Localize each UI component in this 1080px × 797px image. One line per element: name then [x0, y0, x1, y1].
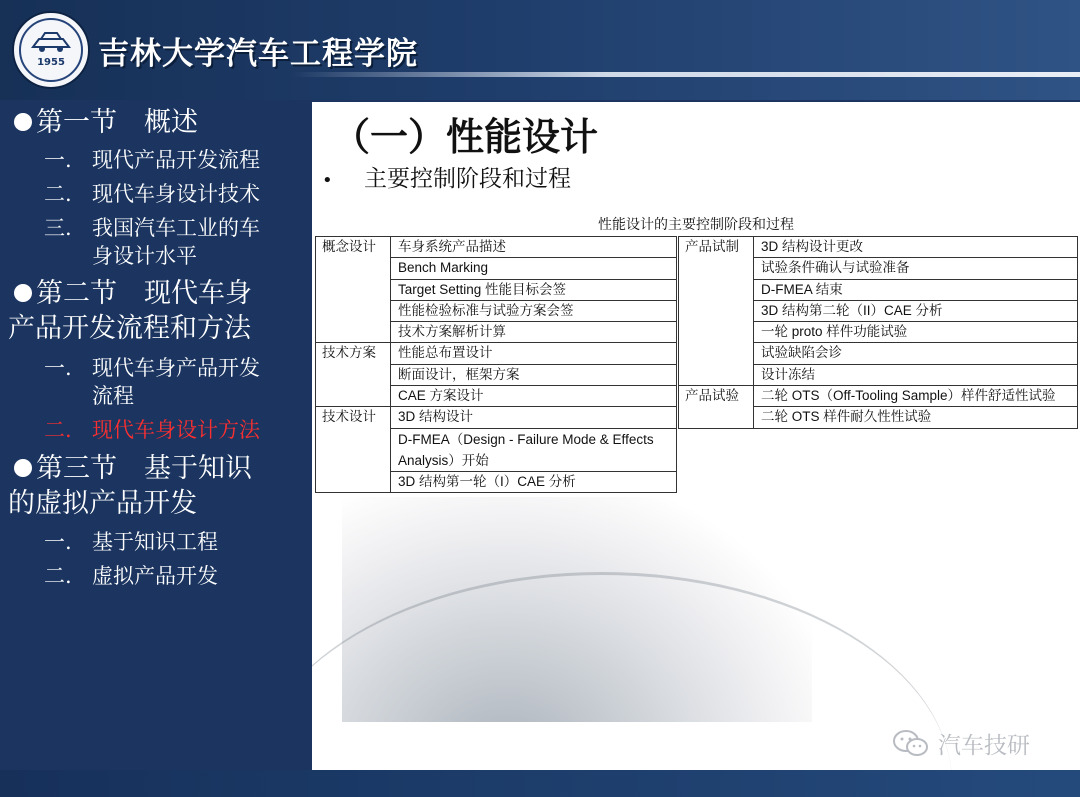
table-cell: 3D 结构第二轮（II）CAE 分析 [754, 300, 1078, 321]
sidebar-item-1-2[interactable] [44, 180, 294, 208]
item-number: 一. [44, 356, 72, 380]
table-title: 性能设计的主要控制阶段和过程 [598, 216, 794, 232]
table-cell: CAE 方案设计 [391, 386, 677, 407]
header-bar [0, 0, 1080, 100]
sidebar-item-3-2[interactable] [44, 562, 294, 590]
table-cell: 二轮 OTS 样件耐久性性试验 [754, 407, 1078, 428]
section-2-label: 第二节 现代车身 [36, 278, 252, 309]
bullet-point [322, 160, 571, 193]
table-cell: 技术方案解析计算 [391, 322, 677, 343]
table-cell: 3D 结构第一轮（I）CAE 分析 [391, 471, 677, 492]
section-3-heading[interactable] [8, 451, 304, 521]
section-3-label: 第三节 基于知识 [36, 453, 252, 484]
table-cell: 设计冻结 [754, 364, 1078, 385]
table-row [316, 343, 677, 364]
table-cell: 车身系统产品描述 [391, 237, 677, 258]
sidebar-item-3-1[interactable] [44, 528, 294, 556]
sidebar-item-2-1[interactable] [44, 354, 294, 410]
stage-table-right [678, 236, 1078, 429]
item-number: 二. [44, 564, 72, 588]
table-cell: 3D 结构设计 [391, 407, 677, 428]
university-seal-icon [12, 11, 90, 89]
item-number: 一. [44, 148, 72, 172]
slide-title: （一）性能设计 [332, 115, 599, 159]
school-name: 吉林大学汽车工程学院 [98, 36, 418, 72]
section-1-label: 第一节 概述 [36, 107, 198, 138]
table-cell: D-FMEA（Design - Failure Mode & Effects Analysis）开始 [391, 428, 677, 471]
section-3-label-continued: 的虚拟产品开发 [8, 488, 197, 519]
sidebar-outline [0, 100, 312, 770]
watermark [892, 727, 1030, 760]
table-cell: D-FMEA 结束 [754, 279, 1078, 300]
slide-content-panel [312, 102, 1080, 770]
section-2-heading[interactable] [8, 276, 304, 346]
table-row [316, 407, 677, 428]
table-row [679, 237, 1078, 258]
watermark-text: 汽车技研 [938, 733, 1030, 759]
item-number: 二. [44, 182, 72, 206]
table-cell: 试验条件确认与试验准备 [754, 258, 1078, 279]
wechat-icon [892, 729, 930, 759]
table-cell: 二轮 OTS（Off-Tooling Sample）样件舒适性试验 [754, 386, 1078, 407]
section-2-label-continued: 产品开发流程和方法 [8, 313, 251, 344]
table-cell: 断面设计，框架方案 [391, 364, 677, 385]
table-row [316, 237, 677, 258]
stage-label: 产品试制 [679, 237, 754, 386]
bullet-text: 主要控制阶段和过程 [364, 166, 571, 192]
stage-label: 产品试验 [679, 386, 754, 429]
item-label: 现代产品开发流程 [92, 148, 260, 172]
section-1-heading[interactable] [14, 105, 304, 140]
item-number: 一. [44, 530, 72, 554]
stage-label: 概念设计 [316, 237, 391, 343]
header-stripe [290, 72, 1080, 77]
table-cell: Bench Marking [391, 258, 677, 279]
item-number: 二. [44, 418, 72, 442]
stage-label: 技术方案 [316, 343, 391, 407]
table-cell: Target Setting 性能目标会签 [391, 279, 677, 300]
item-label: 虚拟产品开发 [92, 564, 218, 588]
item-label: 现代车身产品开发 [92, 356, 260, 380]
logo-year: 1955 [37, 57, 65, 68]
bullet-mark: • [322, 170, 333, 191]
item-label: 现代车身设计技术 [92, 182, 260, 206]
sidebar-item-1-1[interactable] [44, 146, 294, 174]
stage-label: 技术设计 [316, 407, 391, 493]
table-cell: 性能总布置设计 [391, 343, 677, 364]
table-cell: 一轮 proto 样件功能试验 [754, 322, 1078, 343]
item-label: 现代车身设计方法 [92, 418, 260, 442]
table-cell: 3D 结构设计更改 [754, 237, 1078, 258]
sidebar-item-2-2-active[interactable] [44, 416, 294, 444]
item-label: 我国汽车工业的车 [92, 216, 260, 240]
item-label-continued: 身设计水平 [92, 244, 197, 268]
bullet-dot [14, 113, 32, 131]
table-row [679, 386, 1078, 407]
stage-table-left [315, 236, 677, 493]
bullet-dot [14, 284, 32, 302]
item-label: 基于知识工程 [92, 530, 218, 554]
footer-bar [0, 770, 1080, 797]
sidebar-item-1-3[interactable] [44, 214, 294, 270]
item-label-continued: 流程 [92, 384, 134, 408]
table-cell: 性能检验标准与试验方案会签 [391, 300, 677, 321]
table-cell: 试验缺陷会诊 [754, 343, 1078, 364]
item-number: 三. [44, 216, 72, 240]
bullet-dot [14, 459, 32, 477]
